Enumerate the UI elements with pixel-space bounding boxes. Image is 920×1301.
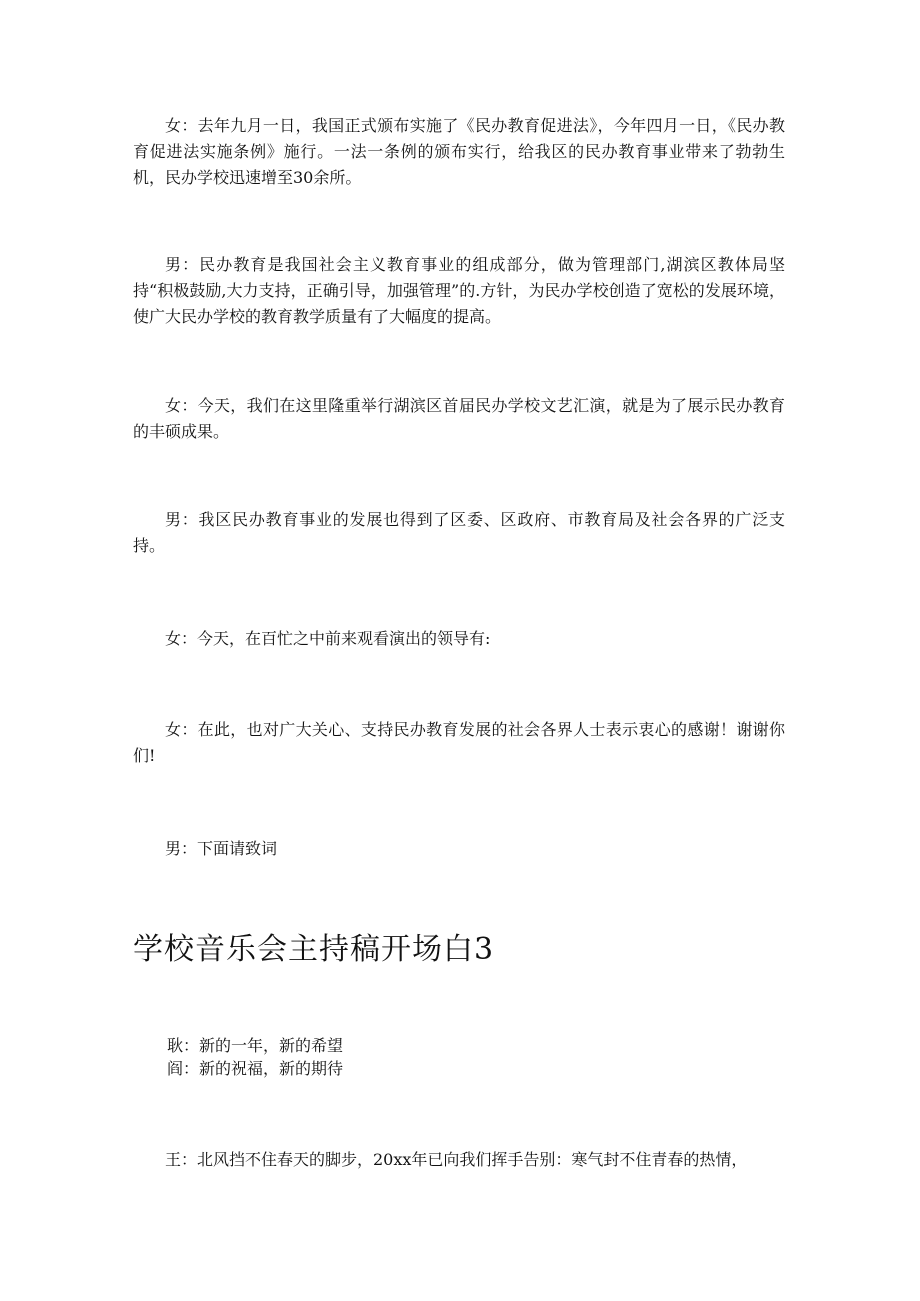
paragraph-5: 女：今天，在百忙之中前来观看演出的领导有: — [165, 629, 491, 648]
section-line-2: 阎：新的祝福，新的期待 — [167, 1059, 344, 1078]
paragraph-7: 男：下面请致词 — [165, 839, 278, 858]
section-heading: 学校音乐会主持稿开场白3 — [133, 932, 495, 967]
paragraph-1: 女：去年九月一日，我国正式颁布实施了《民办教育促进法》，今年四月一日，《民办教育促进法实施条例》施行。一法一条例的颁布实行，给我区的民办教育事业带来了勃勃生机，民办学校迅速增至30余所。 — [133, 116, 785, 187]
section-line-1: 耿：新的一年，新的希望 — [167, 1036, 344, 1055]
paragraph-6: 女：在此，也对广大关心、支持民办教育发展的社会各界人士表示衷心的感谢！谢谢你们! — [133, 720, 785, 765]
closing-paragraph: 王：北风挡不住春天的脚步，20xx年已向我们挥手告别：寒气封不住青春的热情， — [165, 1150, 748, 1169]
paragraph-2: 男：民办教育是我国社会主义教育事业的组成部分，做为管理部门,湖滨区教体局坚持“积极鼓励,大力支持，正确引导，加强管理”的.方针，为民办学校创造了宽松的发展环境，使广大民办学校的教育教学质量有了大幅度的提高。 — [133, 255, 785, 326]
paragraph-3: 女：今天，我们在这里隆重举行湖滨区首届民办学校文艺汇演，就是为了展示民办教育的丰硕成果。 — [133, 396, 785, 441]
paragraph-4: 男：我区民办教育事业的发展也得到了区委、区政府、市教育局及社会各界的广泛支持。 — [133, 510, 785, 555]
